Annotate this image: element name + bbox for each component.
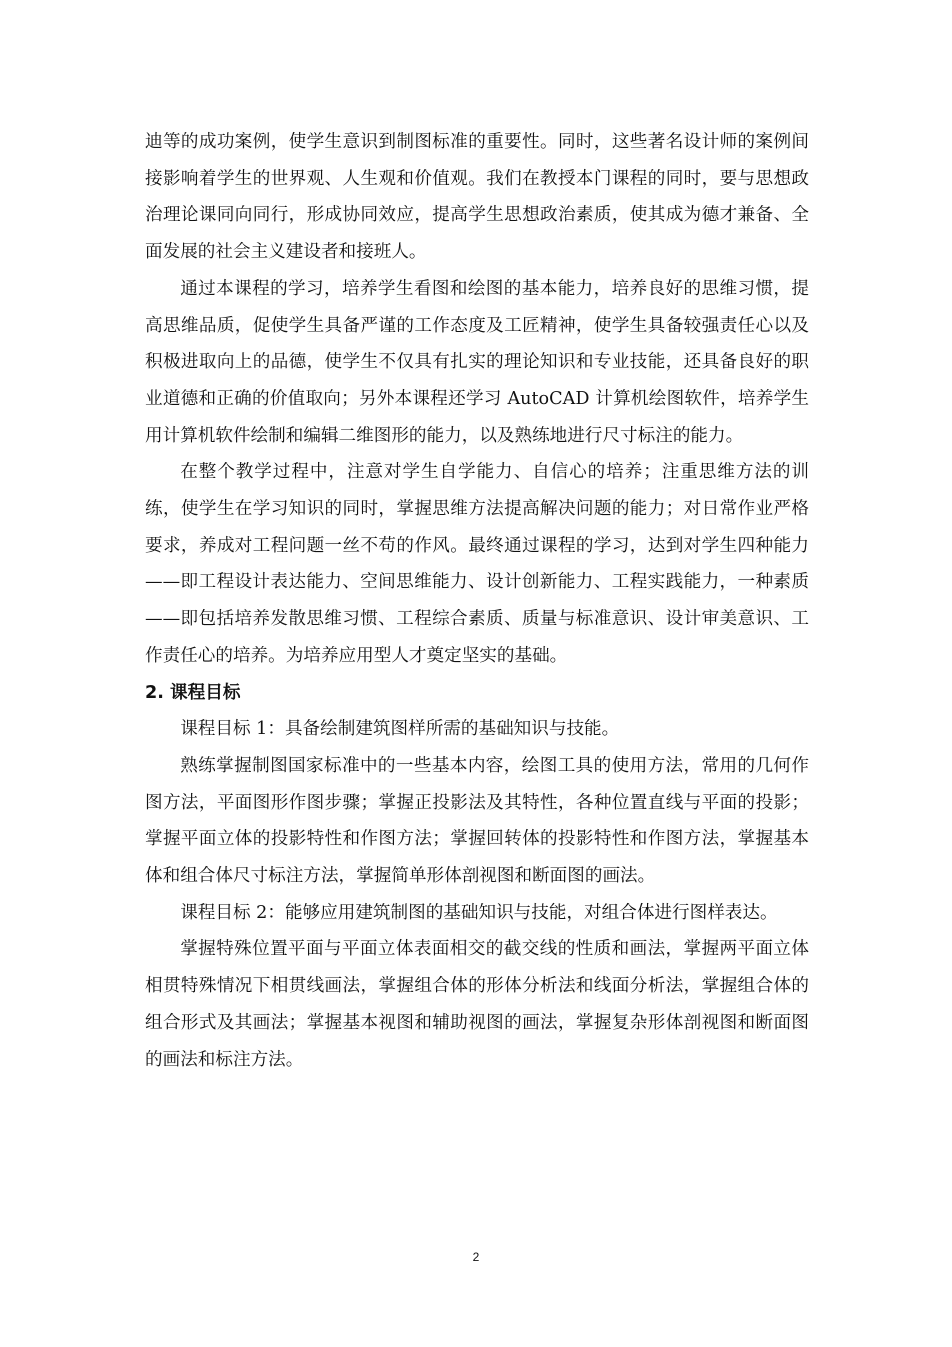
objective-1-body: 熟练掌握制图国家标准中的一些基本内容，绘图工具的使用方法，常用的几何作图方法，平面图形作图步骤；掌握正投影法及其特性，各种位置直线与平面的投影；掌握平面立体的投影特性和作图方法；掌握回转体的投影特性和作图方法，掌握基本体和组合体尺寸标注方法，掌握简单形体剖视图和断面图的画法。 — [145, 755, 809, 887]
objective-2-body: 掌握特殊位置平面与平面立体表面相交的截交线的性质和画法，掌握两平面立体相贯特殊情况下相贯线画法，掌握组合体的形体分析法和线面分析法，掌握组合体的组合形式及其画法；掌握基本视图和辅助视图的画法，掌握复杂形体剖视图和断面图的画法和标注方法。 — [145, 939, 809, 1070]
paragraph-teaching-process: 在整个教学过程中，注意对学生自学能力、自信心的培养；注重思维方法的训练，使学生在学习知识的同时，掌握思维方法提高解决问题的能力；对日常作业严格要求，养成对工程问题一丝不苟的作风。最终通过课程的学习，达到对学生四种能力——即工程设计表达能力、空间思维能力、设计创新能力、工程实践能力，一种素质——即包括培养发散思维习惯、工程综合素质、质量与标准意识、设计审美意识、工作责任心的培养。为培养应用型人才奠定坚实的基础。 — [145, 462, 809, 666]
objective-1-title: 课程目标 1：具备绘制建筑图样所需的基础知识与技能。 — [180, 719, 620, 740]
paragraph-course-learning: 通过本课程的学习，培养学生看图和绘图的基本能力，培养良好的思维习惯，提高思维品质，促使学生具备严谨的工作态度及工匠精神，使学生具备较强责任心以及积极进取向上的品德，使学生不仅具有扎实的理论知识和专业技能，还具备良好的职业道德和正确的价值取向；另外本课程还学习 AutoCAD 计算机绘图软件，培养学生用计算机软件绘制和编辑二维图形的能力，以及熟练地进行尺寸标注的能力。 — [145, 278, 809, 446]
document-body — [145, 124, 809, 1078]
page-number: 2 — [472, 1250, 480, 1264]
section-heading-course-objectives: 2. 课程目标 — [145, 682, 241, 703]
paragraph-continuation: 迪等的成功案例，使学生意识到制图标准的重要性。同时，这些著名设计师的案例间接影响着学生的世界观、人生观和价值观。我们在教授本门课程的同时，要与思想政治理论课同向同行，形成协同效应，提高学生思想政治素质，使其成为德才兼备、全面发展的社会主义建设者和接班人。 — [145, 132, 809, 263]
objective-2-title: 课程目标 2：能够应用建筑制图的基础知识与技能，对组合体进行图样表达。 — [180, 902, 778, 923]
